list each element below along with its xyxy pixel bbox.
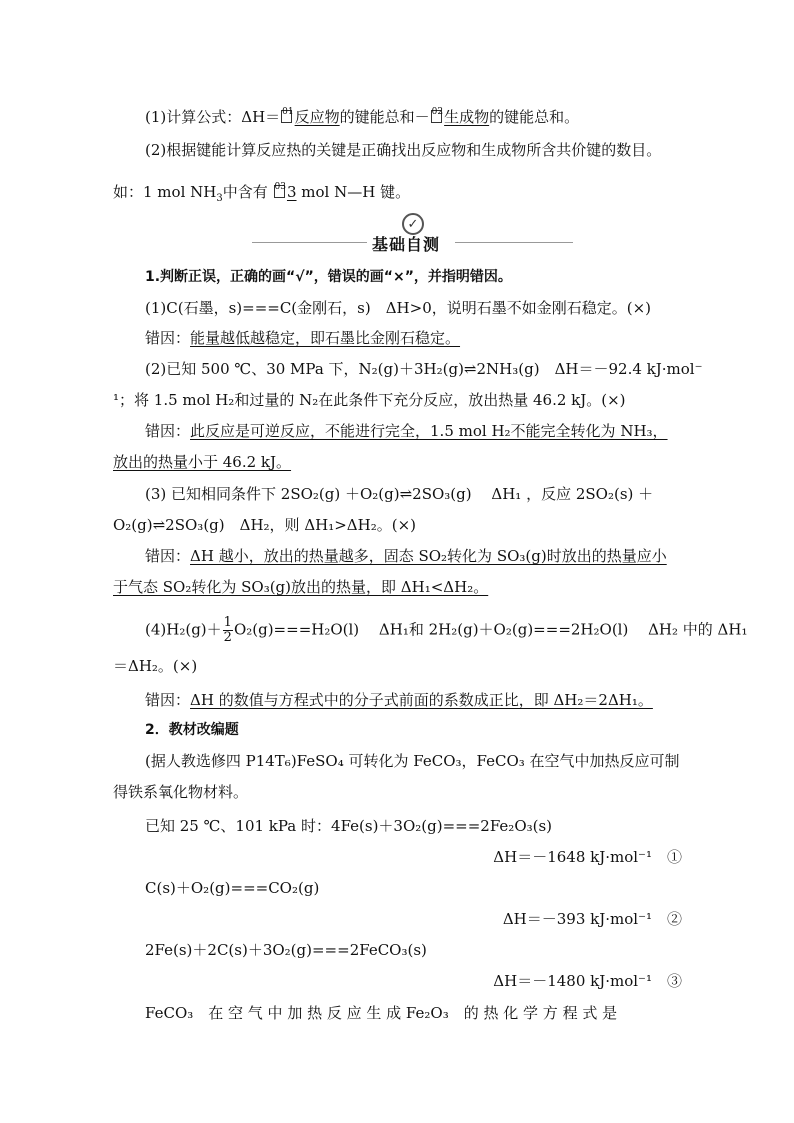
delta-h-1: ΔH＝－1648 kJ·mol⁻¹ ①	[493, 848, 682, 866]
box-number: 01	[282, 107, 294, 117]
item-4-statement: (4)H₂(g)＋ $\frac{1}{2}$ O₂(g)===H₂O(l) ΔH₁和 2H₂(g)＋O₂(g)===2H₂O(l) ΔH₂ 中的 ΔH₁	[145, 615, 748, 645]
question-2-prompt: FeCO₃ 在 空 气 中 加 热 反 应 生 成 Fe₂O₃ 的 热 化 学 方 程 式 是	[145, 1004, 618, 1022]
item-3-statement: (3) 已知相同条件下 2SO₂(g) ＋O₂(g)⇌2SO₃(g) ΔH₁ ，反应 2SO₂(s) ＋	[145, 485, 654, 503]
fraction: $\frac{1}{2}$	[223, 615, 232, 645]
question-2-title: 2．教材改编题	[145, 722, 239, 738]
example-line: 如：1 mol $NH_3$中含有 $^{03}$3 mol N—H 键。	[113, 182, 411, 204]
item-1-statement: (1)C(石墨，s)===C(金刚石，s) ΔH>0，说明石墨不如金刚石稳定。(×)	[145, 299, 652, 317]
item-2-statement: (2)已知 500 ℃、30 MPa 下，N₂(g)＋3H₂(g)⇌2NH₃(g) ΔH＝－92.4 kJ·mol⁻	[145, 360, 703, 378]
item-3-statement-cont: O₂(g)⇌2SO₃(g) ΔH₂，则 ΔH₁>ΔH₂。(×)	[113, 516, 417, 534]
given-equation-2: C(s)＋O₂(g)===CO₂(g)	[145, 879, 320, 897]
products-answer: 生成物	[444, 108, 490, 126]
question-2-desc-cont: 得铁系氧化物材料。	[113, 783, 249, 801]
checkmark-circle-icon: ✓	[402, 213, 424, 235]
reactants-answer: 反应物	[294, 108, 340, 126]
item-2-reason-cont: 放出的热量小于 46.2 kJ。	[113, 453, 292, 471]
item-1-reason: 错因：能量越低越稳定，即石墨比金刚石稳定。	[145, 329, 461, 347]
delta-h-2: ΔH＝－393 kJ·mol⁻¹ ②	[502, 910, 682, 928]
section-title: 基础自测	[372, 235, 441, 254]
item-3-reason: 错因：ΔH 越小，放出的热量越多，固态 SO₂转化为 SO₃(g)时放出的热量应小	[145, 547, 667, 565]
box-number: 03	[274, 182, 286, 192]
question-1-title: 1.判断正误，正确的画“√”，错误的画“×”，并指明错因。	[145, 269, 512, 285]
example-answer: 3	[286, 183, 297, 201]
question-2-desc: (据人教选修四 P14T₆)FeSO₄ 可转化为 FeCO₃，FeCO₃ 在空气中加热反应可制	[145, 752, 680, 770]
item-2-statement-cont: ¹；将 1.5 mol H₂和过量的 N₂在此条件下充分反应，放出热量 46.2 kJ。(×)	[113, 391, 626, 409]
item-3-reason-cont: 于气态 SO₂转化为 SO₃(g)放出的热量，即 ΔH₁<ΔH₂。	[113, 578, 489, 596]
given-equation-1: 已知 25 ℃、101 kPa 时：4Fe(s)＋3O₂(g)===2Fe₂O₃(s)	[145, 817, 553, 835]
item-4-reason: 错因：ΔH 的数值与方程式中的分子式前面的系数成正比，即 ΔH₂＝2ΔH₁。	[145, 691, 653, 709]
given-equation-3: 2Fe(s)＋2C(s)＋3O₂(g)===2FeCO₃(s)	[145, 941, 427, 959]
item-4-statement-cont: ＝ΔH₂。(×)	[113, 657, 198, 675]
key-point-line: (2)根据键能计算反应热的关键是正确找出反应物和生成物所含共价键的数目。	[145, 141, 662, 159]
item-2-reason: 错因：此反应是可逆反应，不能进行完全，1.5 mol H₂不能完全转化为 NH₃，	[145, 422, 668, 440]
divider-right	[455, 242, 573, 243]
delta-h-3: ΔH＝－1480 kJ·mol⁻¹ ③	[493, 972, 682, 990]
box-number: 02	[431, 107, 444, 117]
formula-line: (1)计算公式：ΔH＝ $^{01}$反应物的键能总和－ $^{02}$生成物的键能总和。	[145, 107, 580, 126]
divider-left	[252, 242, 367, 243]
